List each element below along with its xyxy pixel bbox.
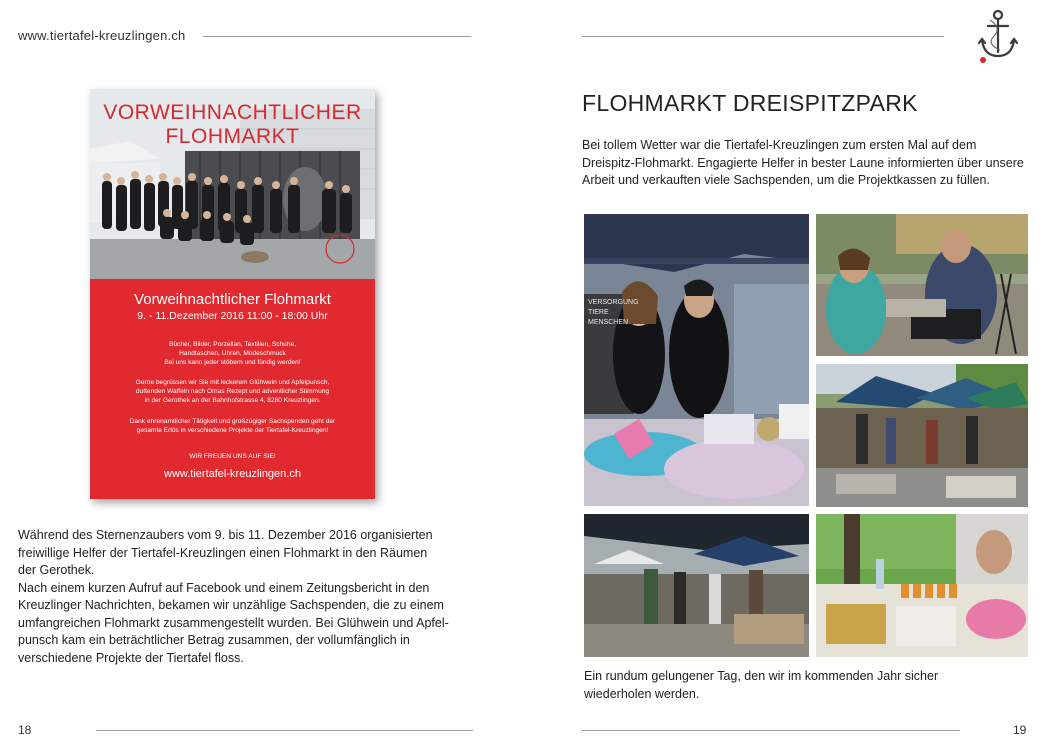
text-line: umfangreichen Flohmarkt zusammengestellt wurden. Bei Glühwein und Apfel- (18, 615, 449, 630)
poster-subtitle: Vorweihnachtlicher Flohmarkt (134, 291, 331, 308)
page-number-right: 19 (1013, 723, 1027, 737)
poster-group-photo (90, 89, 375, 279)
text-line: Dreispitz-Flohmarkt. Engagierte Helfer in bester Laune informierten über unsere (582, 155, 1024, 170)
poster-url: www.tiertafel-kreuzlingen.ch (164, 468, 301, 480)
banner-line: TIERE (588, 309, 609, 316)
right-intro-text (582, 137, 1042, 190)
poster-title-line1: VORWEIHNACHTLICHER (103, 101, 362, 124)
photo-market-tents (816, 364, 1028, 507)
poster-greet-line3: in der Gerothek an der Bahnhofstrasse 4, 8280 Kreuzlingen. (144, 397, 321, 404)
poster-items-line3: Bei uns kann jeder stöbern und fündig werden! (164, 359, 301, 366)
text-line: Bei tollem Wetter war die Tiertafel-Kreuzlingen zum ersten Mal auf dem (582, 138, 977, 152)
header-url: www.tiertafel-kreuzlingen.ch (18, 28, 186, 43)
header-rule-left (203, 36, 471, 37)
text-line: Kreuzlinger Nachrichten, bekamen wir unzählige Sachspenden, die zu einem (18, 598, 444, 612)
header-rule-right (582, 36, 944, 37)
poster-dates: 9. - 11.Dezember 2016 11:00 - 18:00 Uhr (137, 310, 328, 322)
text-line: Ein rundum gelungener Tag, den wir im kommenden Jahr sicher (584, 669, 939, 683)
banner-text (588, 298, 639, 328)
page-number-left: 18 (18, 723, 32, 737)
footer-rule-right (582, 730, 960, 731)
left-article-text (18, 527, 478, 667)
poster-greet-line1: Gerne begrüssen wir Sie mit leckerem Glühwein und Apfelpunsch, (135, 379, 330, 386)
poster-info-panel (90, 279, 375, 499)
poster-title-line2: FLOHMARKT (165, 125, 300, 148)
banner-line: VERSORGUNG (588, 299, 639, 306)
section-title: FLOHMARKT DREISPITZPARK (582, 90, 918, 116)
footer-rule-left (96, 730, 473, 731)
text-line: punsch kam ein beträchtlicher Betrag zusammen, der vollumfänglich in (18, 633, 410, 647)
photo-browsing-table (816, 214, 1028, 356)
right-closing-text (584, 668, 1024, 703)
text-line: der Gerothek. (18, 563, 95, 577)
flyer-poster (90, 89, 375, 499)
poster-thanks-line2: gesamte Erlös in verschiedene Projekte der Tiertafel-Kreuzlingen! (136, 427, 329, 434)
text-line: Nach einem kurzen Aufruf auf Facebook und einem Zeitungsbericht in den (18, 580, 430, 595)
poster-items-line2: Handtaschen, Uhren, Modeschmuck (179, 350, 286, 357)
photo-helpers-at-stall (584, 214, 809, 506)
text-line: Während des Sternenzaubers vom 9. bis 11. Dezember 2016 organisierten (18, 528, 433, 542)
poster-thanks-line1: Dank ehrenamtlicher Tätigkeit und großzügiger Sachspenden geht der (129, 418, 336, 425)
poster-greet-line2: duftenden Waffeln nach Omas Rezept und adventlicher Stimmung (135, 388, 330, 395)
text-line: Arbeit und verkauften viele Sachspenden, um die Projektkassen zu füllen. (582, 173, 990, 187)
poster-closing: WIR FREUEN UNS AUF SIE! (189, 453, 276, 460)
poster-items-line1: Bücher, Bilder, Porzellan, Textilien, Schuhe, (168, 341, 297, 348)
text-line: wiederholen werden. (584, 686, 700, 701)
photo-shoppers (584, 514, 809, 657)
text-line: verschiedene Projekte der Tiertafel floss. (18, 650, 244, 665)
photo-table-items (816, 514, 1028, 657)
banner-line: MENSCHEN (588, 319, 629, 326)
text-line: freiwillige Helfer der Tiertafel-Kreuzlingen einen Flohmarkt in den Räumen (18, 545, 428, 560)
anchor-logo-icon (970, 6, 1024, 64)
